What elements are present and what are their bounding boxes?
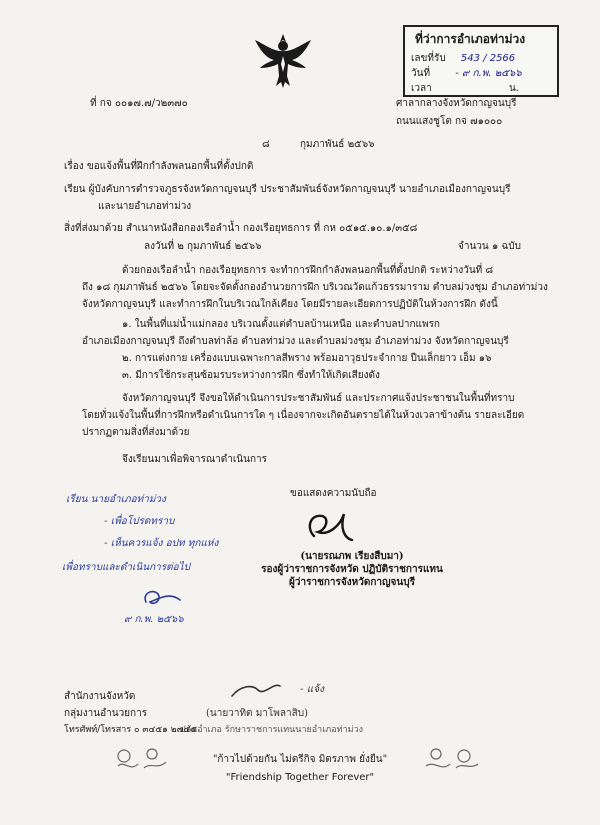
- para2-line2: โดยทั่วแจ้งในพื้นที่การฝึกหรือดำเนินการใด ๆ เนื่องจากจะเกิดอันตรายได้ในห้วงเวลาข้างต้น รายละเอียด: [82, 410, 525, 421]
- stamp-time-row: [411, 81, 519, 96]
- signer-title1: รองผู้ว่าราชการจังหวัด ปฏิบัติราชการแทน: [261, 564, 443, 575]
- footer-slogan-english: "Friendship Together Forever": [225, 772, 375, 783]
- enclosure-count: จำนวน ๑ ฉบับ: [458, 241, 521, 252]
- handwritten-date: ๙ ก.พ. ๒๕๖๖: [124, 614, 184, 625]
- district-sign-note: - แจ้ง: [300, 684, 324, 695]
- handwritten-note3: - เห็นควรแจ้ง อปท ทุกแห่ง: [104, 538, 219, 549]
- stamp-title: ที่ว่าการอำเภอท่าม่วง: [415, 32, 526, 46]
- recipient-line1: เรียน ผู้บังคับการตำรวจภูธรจังหวัดกาญจนบุรี ประชาสัมพันธ์จังหวัดกาญจนบุรี นายอำเภอเมืองกาญจนบุรี: [64, 184, 511, 195]
- enclosure-line1: สิ่งที่ส่งมาด้วย สำเนาหนังสือกองเรือลำน้ำ กองเรือยุทธการ ที่ กห ๐๕๑๕.๑๐.๑/๓๕๘: [64, 223, 418, 234]
- item3: ๓. มีการใช้กระสุนซ้อมรบระหว่างการฝึก ซึ่งทำให้เกิดเสียงดัง: [122, 370, 380, 381]
- date-day: ๘: [262, 139, 270, 150]
- para1-line2: ถึง ๑๘ กุมภาพันธ์ ๒๕๖๖ โดยจะจัดตั้งกองอำนวยการฝึก บริเวณวัดแก้วธรรมาราม ตำบลม่วงชุม อำเภอท่าม่วง: [82, 282, 548, 293]
- stamp-date-row: [411, 66, 522, 81]
- recipient-line2: และนายอำเภอท่าม่วง: [98, 201, 192, 212]
- stamp-receive-row: [411, 51, 515, 66]
- para1-line3: จังหวัดกาญจนบุรี และทำการฝึกในบริเวณใกล้เคียง โดยมีรายละเอียดการปฏิบัติในห้วงการฝึก ดังนี้: [82, 299, 498, 310]
- signature-scribble-icon: [300, 506, 356, 546]
- signer-title2: ผู้ว่าราชการจังหวัดกาญจนบุรี: [289, 577, 415, 588]
- para2-line1: จังหวัดกาญจนบุรี จึงขอให้ดำเนินการประชาสัมพันธ์ และประกาศแจ้งประชาชนในพื้นที่ทราบ: [122, 393, 515, 404]
- footer-phone: โทรศัพท์/โทรสาร ๐ ๓๔๕๑ ๒๗๔๕: [64, 725, 198, 735]
- subject-line: เรื่อง ขอแจ้งพื้นที่ฝึกกำลังพลนอกพื้นที่ตั้งปกติ: [64, 161, 254, 172]
- district-signer-title: ปลัดอำเภอ รักษาราชการแทนนายอำเภอท่าม่วง: [180, 725, 364, 735]
- garuda-emblem-icon: [252, 30, 314, 92]
- item1-line2: อำเภอเมืองกาญจนบุรี ถึงตำบลท่าล้อ ตำบลท่าม่วง และตำบลม่วงชุม อำเภอท่าม่วง จังหวัดกาญจนบุรี: [82, 336, 509, 347]
- document-number: ที่ กจ ๐๐๑๗.๗/ว๒๓๗๐: [90, 98, 188, 109]
- district-signature-icon: [228, 676, 284, 706]
- para2-line3: ปรากฏตามสิ่งที่ส่งมาด้วย: [82, 427, 190, 438]
- para1-line1: ด้วยกองเรือลำน้ำ กองเรือยุทธการ จะทำการฝึกกำลังพลนอกพื้นที่ตั้งปกติ ระหว่างวันที่ ๘: [122, 265, 494, 276]
- footer-office: สำนักงานจังหวัด: [64, 691, 136, 702]
- signer-name: (นายรณภพ เรียงสืบมา): [300, 551, 404, 562]
- district-signer-name: (นายวาทิต มาโพลาสิบ): [206, 708, 308, 719]
- receipt-stamp: [403, 25, 559, 97]
- provincial-signature-block: [252, 550, 452, 589]
- stamp-time-value: น.: [508, 83, 519, 94]
- closing-request: จึงเรียนมาเพื่อพิจารณาดำเนินการ: [122, 454, 268, 465]
- handwritten-note4: เพื่อทราบและดำเนินการต่อไป: [62, 562, 191, 573]
- date-month-year: กุมภาพันธ์ ๒๕๖๖: [300, 139, 375, 150]
- item2: ๒. การแต่งกาย เครื่องแบบเฉพาะกาลสีพราง พร้อมอาวุธประจำกาย ปืนเล็กยาว เอ็ม ๑๖: [122, 353, 492, 364]
- handwritten-note2: - เพื่อโปรดทราบ: [104, 516, 175, 527]
- enclosure-line2: ลงวันที่ ๒ กุมภาพันธ์ ๒๕๖๖: [144, 241, 262, 252]
- footer-slogan-thai: "ก้าวไปด้วยกัน ไม่ตรีกิจ มิตรภาพ ยั่งยืน": [212, 754, 388, 765]
- office-address-line1: ศาลากลางจังหวัดกาญจนบุรี: [396, 98, 517, 109]
- stamp-receive-label: เลขที่รับ: [411, 53, 446, 64]
- stamp-receive-no: 543 / 2566: [460, 53, 516, 64]
- stamp-date-label: วันที่: [411, 68, 431, 79]
- closing-salutation: ขอแสดงความนับถือ: [290, 488, 377, 499]
- handwritten-signature-icon: [140, 584, 188, 612]
- stamp-time-label: เวลา: [411, 83, 432, 94]
- footer-group: กลุ่มงานอำนวยการ: [64, 708, 148, 719]
- item1-line1: ๑. ในพื้นที่แม่น้ำแม่กลอง บริเวณตั้งแต่ตำบลบ้านเหนือ และตำบลปากแพรก: [122, 319, 440, 330]
- handwritten-note1: เรียน นายอำเภอท่าม่วง: [66, 494, 166, 505]
- office-address-line2: ถนนแสงชูโต กจ ๗๑๐๐๐: [396, 116, 503, 127]
- stamp-date-value: - ๙ ก.พ. ๒๕๖๖: [455, 68, 522, 79]
